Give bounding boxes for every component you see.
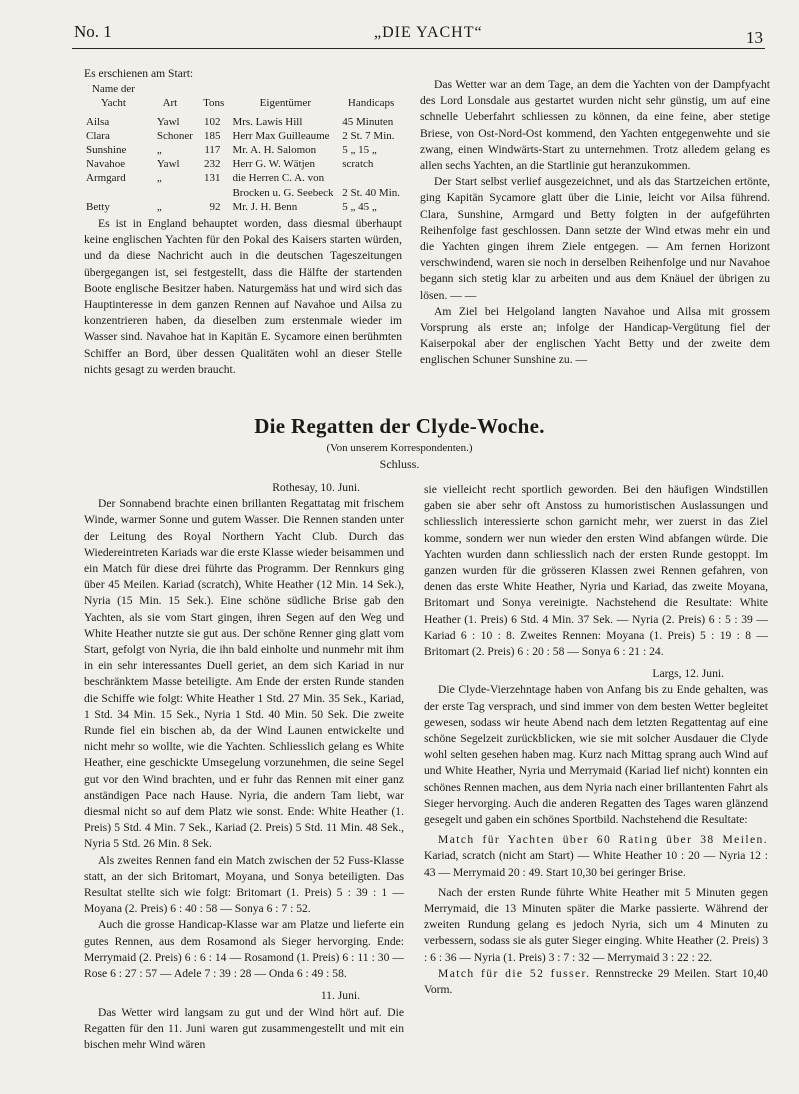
column-header: Handicaps — [347, 97, 395, 110]
table-cell: 185 — [203, 129, 221, 142]
table-row — [84, 157, 402, 171]
table-cell: 5 „ 45 „ — [342, 200, 377, 213]
table-cell: 117 — [204, 144, 221, 157]
table-cell: scratch — [342, 158, 374, 171]
race-result: Kariad, scratch (nicht am Start) — White Heather 10 : 20 — Nyria 12 : 43 — Merrymaid 20 : 49. Start 10,30 bei geringer Brise. — [424, 849, 768, 879]
table-cell: die Herren C. A. von — [232, 172, 325, 185]
table-cell: Sunshine — [86, 144, 127, 157]
table-cell: Mr. A. H. Salomon — [232, 144, 317, 157]
table-cell: „ — [156, 144, 162, 157]
race-heading: Match für die 52 fusser. — [438, 966, 591, 980]
header-rule — [72, 48, 765, 49]
paragraph: sie vielleicht recht sportlich geworden. Bei den häufigen Windstillen gaben sie aber sehr oft Anstoss zu humoristischen Auslassungen und schliesslich interessierte schon garnicht mehr, wer zuerst in das Ziel komme, sondern wer nun wieder den ersten Wind abfangen würde. Die Yachten wurden dann schliesslich nach der ersten Runde gestoppt. Im ganzen wurden für die grösseren Klassen zwei Rennen gefahren, von denen das erste White Heather, Nyria und Kariad, das zweite Moyana, Britomart und Sonya vereinigte. Nachstehend die Resultate: White Heather (1. Preis) 6 Std. 4 Min. 37 Sek. — Nyria (2. Preis) 6 : 5 : 39 — Kariad 6 : 10 : 8. Zweites Rennen: Moyana (1. Preis) 5 : 19 : 8 — Britomart (2. Preis) 6 : 20 : 58 — Sonya 6 : 21 : 24. — [424, 483, 768, 659]
column-header: Art — [162, 97, 178, 110]
table-row — [84, 171, 402, 185]
table-cell: Mr. J. H. Benn — [232, 200, 298, 213]
table-cell: Schoner — [156, 129, 193, 142]
table-cell: 2 St. 7 Min. — [342, 129, 395, 142]
table-cell: Yawl — [156, 158, 180, 171]
paragraph: Das Wetter war an dem Tage, an dem die Yachten von der Dampfyacht des Lord Lonsdale aus gestartet wurden nicht sehr günstig, um auf eine schnelle Ueberfahrt schliessen zu können, da eine feine, aber stetige Briese, von Ost-Nord-Ost kommend, den Yachten entgegenwehte und sie zwang, einen Windwärts-Start zu unternehmen. Trotz alledem gelang es allen sechs Yachten, an die Startlinie gut heranzukommen. — [420, 78, 770, 173]
table-cell: Ailsa — [86, 115, 110, 128]
page-header — [74, 22, 763, 48]
page-number: 13 — [746, 28, 763, 47]
table-cell: Herr Max Guilleaume — [232, 129, 330, 142]
table-cell: Betty — [86, 200, 110, 213]
table-cell: 102 — [203, 115, 221, 128]
top-right-column — [420, 77, 770, 369]
column-header: Eigentümer — [259, 97, 311, 110]
table-cell: Navahoe — [86, 158, 126, 171]
paragraph: Der Start selbst verlief ausgezeichnet, und als das Startzeichen ertönte, ging Kapitän Sycamore glatt über die Linie, leicht vor Ailsa führend. Clara, Sunshine, Armgard und Betty folgten in der aufgeführten Reihenfolge fast geschlossen. Dann setzte der Wind etwas mehr ein und die Yachten gingen ihrem Ziele entgegen. — Am fernen Horizont verschwindend, waren sie noch in derselben Reihenfolge und nur Navahoe begann sich stetig klar zu arbeiten und aus dem Knäuel der übrigen zu lösen. — — — [420, 175, 770, 302]
paragraph: Es ist in England behauptet worden, dass diesmal überhaupt keine englischen Yachten für den Pokal des Kaisers starten würden, und da diese Nachricht auch in die deutschen Tageszeitungen übergegangen ist, sei festgestellt, dass die Hälfte der startenden Boote englische Besitzer haben. Naturgemäss hat und wird sich das Hauptinteresse in dem ganzen Rennen auf Navahoe und Ailsa zu konzentrieren haben, da dieselben zum erstenmale wieder im Wasser sind. Navahoe hat in Kapitän E. Sycamore einen berühmten Schiffer an Bord, über dessen Qualitäten wohl an dieser Stelle nichts gesagt zu werden braucht. — [84, 217, 402, 376]
column-header: Tons — [203, 97, 225, 110]
table-row — [84, 129, 402, 143]
paragraph: Nach der ersten Runde führte White Heather mit 5 Minuten gegen Merrymaid, die 13 Minuten später die Marke passierte. Während der zweiten Rundung gelang es jedoch Nyria, sich um 4 Minuten zu verbessern, sodass sie als guter Sieger einging. White Heather (2. Preis) 3 : 6 : 36 — Nyria (1. Preis) 3 : 7 : 32 — Merrymaid 3 : 22 : 22. — [424, 885, 768, 964]
issue-number: No. 1 — [74, 22, 112, 41]
bottom-right-column — [424, 482, 768, 998]
table-cell: 131 — [203, 172, 221, 185]
table-cell: Yawl — [156, 115, 180, 128]
paragraph: Die Clyde-Vierzehntage haben von Anfang bis zu Ende gehalten, was der erste Tag versprach, und sind immer von dem besten Wetter begleitet gewesen, sodass wir heute Abend nach dem letzten Regattentag auf eine schöne Segelzeit zurückblicken, wie sie mit solcher Ausdauer die Clyde wohl selten gesehen haben mag. Kurz nach Mittag sprang auch Wind auf und White Heather, Nyria und Merrymaid (Kariad lief nicht) konnten ein schönes Rennen machen, aus dem Nyria nach einer brillantenten Fahrt als Sieger hervorging. Auch die anderen Regatten des Tages waren glänzend gesegelt und gaben ein schönes Sportbild. Nachstehend die Resultate: — [424, 683, 768, 827]
table-cell: Clara — [86, 129, 110, 142]
top-left-column — [84, 66, 402, 378]
table-cell — [84, 186, 143, 200]
table-cell: 92 — [209, 200, 221, 213]
table-row — [84, 115, 402, 129]
race-result: Rennstrecke 29 Meilen. Start 10,40 Vorm. — [424, 966, 768, 997]
table-cell: 232 — [203, 158, 221, 171]
paragraph — [424, 966, 768, 998]
table-cell: 5 „ 15 „ — [342, 144, 377, 157]
table-cell: 45 Minuten — [342, 115, 394, 128]
article-note: Schluss. — [379, 457, 420, 471]
table-cell: „ — [156, 172, 162, 185]
dateline: 11. Juni. — [320, 989, 360, 1003]
paragraph — [424, 832, 768, 881]
column-header: Name der Yacht — [91, 83, 135, 110]
paragraph: Das Wetter wird langsam zu gut und der Wind hört auf. Die Regatten für den 11. Juni waren gut zusammengestellt und mit ein bischen mehr Wind wären — [84, 1005, 404, 1051]
article-title: Die Regatten der Clyde-Woche. — [254, 414, 545, 438]
table-row — [84, 200, 402, 214]
paragraph: Als zweites Rennen fand ein Match zwischen der 52 Fuss-Klasse statt, an der sich Britomart, Moyana, und Sonya beteiligten. Das Resultat stellte sich wie folgt: Britomart (1. Preis) 5 : 39 : 1 — Moyana (2. Preis) 6 : 40 : 58 — Sonya 6 : 7 : 52. — [84, 853, 404, 916]
table-cell: „ — [156, 200, 162, 213]
article-subtitle: (Von unserem Korrespondenten.) — [326, 442, 473, 454]
dateline: Largs, 12. Juni. — [652, 667, 724, 681]
bottom-left-column — [84, 480, 404, 1053]
table-cell: Mrs. Lawis Hill — [232, 115, 303, 128]
start-list-table — [84, 82, 402, 214]
table-cell: Herr G. W. Wätjen — [232, 158, 316, 171]
paragraph: Der Sonnabend brachte einen brillanten Regattatag mit frischem Winde, warmer Sonne und gutem Wasser. Die Rennen standen unter der Leitung des Royal Northern Yacht Club. Durch das Wiedereintreten Kariads war die erste Klasse wieder beisammen und ein Match für diese drei führte das Programm. Der Rennkurs ging über 45 Meilen. Kariad (scratch), White Heather (12 Min. 14 Sek.), Nyria (15 Min. 15 Sek.). Eine schöne südliche Brise gab den Yachten, als sie vom Start gingen, ihren Segen auf den Weg und White Heather nutzte sie gut aus. Der schöne Renner ging glatt vom Start, gefolgt von Nyria, die ihn bald einholte und nunmehr mit ihm in ein sehr interessantes Duell geriet, an dem sich Kariad in nur beschränktem Masse beteiligte. Am Ende der ersten Runde standen die Schiffe wie folgt: White Heather 1 Std. 27 Min. 35 Sek., Kariad, 1 Std. 34 Min. 15 Sek., Nyria 1 Std. 40 Min. 50 Sek. Die zweite Runde fiel ein bischen ab, da der Wind Launen entwickelte und nicht mehr so wollte, wie die Yachten. Schliesslich gelang es White Heather, eine geschickte Umsegelung vorzunehmen, die seine Segel gut vor den Wind brachten, und er fuhr das Rennen mit einer ganz anständigen Pace nach Hause. Nyria, die andern Tam liebt, war diesmal nicht so auf dem Platz wie sonst. Ende: White Heather (1. Preis) 5 Std. 4 Min. 7 Sek., Kariad (2. Preis) 5 Std. 11 Min. 48 Sek., Nyria 5 Std. 26 Min. 8 Sek. — [84, 497, 404, 851]
table-cell: Armgard — [86, 172, 126, 185]
table-row — [84, 143, 402, 157]
table-cell — [340, 171, 402, 185]
paragraph: Auch die grosse Handicap-Klasse war am Platze und lieferte ein gutes Rennen, aus dem Rosamond als Sieger hervorging. Ende: Merrymaid (2. Preis) 6 : 6 : 14 — Rosamond (1. Preis) 6 : 11 : 30 — Rose 6 : 27 : 57 — Adele 7 : 39 : 28 — Onda 6 : 49 : 58. — [84, 918, 404, 981]
race-heading: Match für Yachten über 60 Rating über 38 Meilen. — [438, 833, 768, 847]
table-header-row — [84, 82, 402, 114]
table-cell: Brocken u. G. Seebeck — [232, 186, 334, 199]
start-list-heading: Es erschienen am Start: — [84, 67, 194, 80]
table-cell: 2 St. 40 Min. — [342, 186, 400, 199]
journal-title: „DIE YACHT“ — [374, 24, 483, 41]
table-cell — [143, 186, 197, 200]
dateline: Rothesay, 10. Juni. — [272, 481, 360, 494]
paragraph: Am Ziel bei Helgoland langten Navahoe und Ailsa mit grossem Vorsprung als erste an; infolge der Handicap-Vergütung fiel der Kaiserpokal aber der englischen Yacht Betty und der zweite dem englischen Schuner Sunshine zu. — — [420, 304, 770, 367]
table-row — [84, 186, 402, 200]
table-cell — [197, 186, 230, 200]
